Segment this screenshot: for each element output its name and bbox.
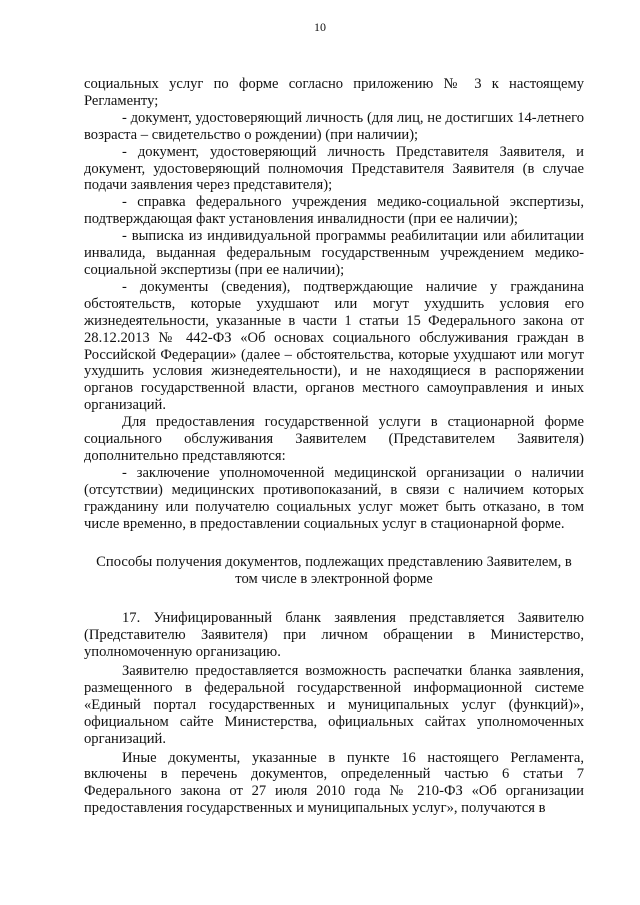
paragraph: социальных услуг по форме согласно приложению № 3 к настоящему Регламенту; <box>84 76 584 109</box>
section-heading: Способы получения документов, подлежащих представлению Заявителем, в том числе в электронной форме <box>96 554 572 588</box>
list-item: - документ, удостоверяющий личность Представителя Заявителя, и документ, удостоверяющий полномочия Представителя Заявителя (в случае подачи заявления через представителя); <box>84 143 584 194</box>
page-number: 10 <box>314 20 326 34</box>
list-item: - справка федерального учреждения медико-социальной экспертизы, подтверждающая факт установления инвалидности (при ее наличии); <box>84 194 584 228</box>
list-item: - документ, удостоверяющий личность (для лиц, не достигших 14-летнего возраста – свидетельство о рождении) (при наличии); <box>84 109 584 143</box>
paragraph: Для предоставления государственной услуги в стационарной форме социального обслуживания Заявителем (Представителем Заявителя) дополнительно представляются: <box>84 414 584 464</box>
paragraph: Иные документы, указанные в пункте 16 настоящего Регламента, включены в перечень документов, определенный частью 6 статьи 7 Федерального закона от 27 июля 2010 года № 210-ФЗ «Об организации предоставления государственных и муниципальных услуг», получаются в <box>84 749 584 817</box>
paragraph: Заявителю предоставляется возможность распечатки бланка заявления, размещенного в федеральной государственной информационной системе «Единый портал государственных и муниципальных услуг (функций)», официальном сайте Министерства, официальных сайтах уполномоченных организаций. <box>84 663 584 747</box>
list-item: - выписка из индивидуальной программы реабилитации или абилитации инвалида, выданная федеральным государственным учреждением медико-социальной экспертизы (при ее наличии); <box>84 228 584 278</box>
document-body <box>84 76 584 817</box>
list-item: - заключение уполномоченной медицинской организации о наличии (отсутствии) медицинских противопоказаний, в связи с наличием которых гражданину или получателю социальных услуг может быть отказано, в том числе временно, в предоставлении социальных услуг в стационарной форме. <box>84 464 584 532</box>
paragraph: 17. Унифицированный бланк заявления представляется Заявителю (Представителю Заявителя) при личном обращении в Министерство, уполномоченную организацию. <box>84 610 584 661</box>
list-item: - документы (сведения), подтверждающие наличие у гражданина обстоятельств, которые ухудшают или могут ухудшить условия его жизнедеятельности, указанные в части 1 статьи 15 Федерального закона от 28.12.2013 № 442-ФЗ «Об основах социального обслуживания граждан в Российской Федерации» (далее – обстоятельства, которые ухудшают или могут ухудшить условия жизнедеятельности), и не находящиеся в распоряжении органов государственной власти, органов местного самоуправления и иных организаций. <box>84 278 584 414</box>
